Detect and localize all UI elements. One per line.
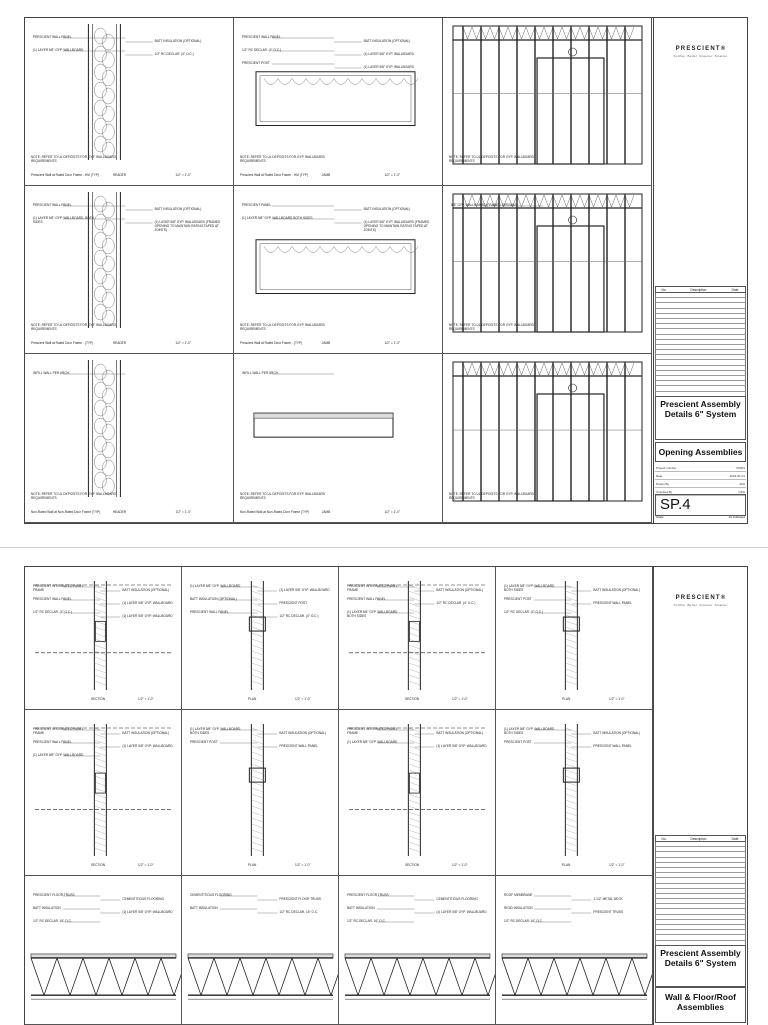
drawing-note: NOTE: REFER TO UL DEPOSITS FOR GYP. WALLBOARD REQUIREMENTS — [240, 323, 325, 331]
detail-cell — [182, 710, 339, 876]
detail-cell — [25, 876, 182, 1025]
sheet-meta — [655, 464, 746, 496]
sheet-number: SP.4 — [655, 494, 746, 516]
callout-label: PRESCIENT INTEGRATED PANEL FRAME — [33, 727, 84, 735]
callout-label: BATT INSULATION (OPTIONAL) — [279, 731, 327, 735]
drawing-sheet-wall-floor — [24, 566, 748, 1025]
rev-col-date: Date — [731, 287, 739, 292]
detail-cell — [234, 18, 443, 186]
view-scale: 1/2" = 1'-0" — [138, 697, 154, 701]
view-scale: 1/2" = 1'-0" — [452, 697, 468, 701]
brand-name: PRESCIENT® — [675, 595, 727, 601]
detail-cell — [496, 876, 653, 1025]
drawing-note: NOTE: REFER TO UL DEPOSITS FOR GYP. WALLBOARD REQUIREMENTS — [449, 492, 534, 500]
callout-label: PRESCIENT WALL PANEL — [33, 597, 72, 601]
view-name: HEADER — [112, 510, 127, 514]
callout-label: (1) LAYER 5/8" GYP. WALLBOARD BOTH SIDES — [504, 727, 555, 735]
sheet-subtitle: Wall & Floor/Roof Assemblies — [655, 987, 746, 1023]
callout-label: PRESCIENT INTEGRATED PANEL FRAME — [33, 584, 84, 592]
callout-label: (1) LAYER 5/8" GYP. WALLBOARD — [190, 584, 241, 588]
callout-label: (1) LAYER 5/8" GYP. WALLBOARD BOTH SIDES — [347, 610, 398, 618]
drawing-note: NOTE: REFER TO UL DEPOSITS FOR GYP. WALLBOARD REQUIREMENTS — [449, 323, 534, 331]
callout-label: BATT INSULATION (OPTIONAL) — [122, 588, 170, 592]
view-scale: 1/2" = 1'-0" — [452, 863, 468, 867]
callout-label: (1) LAYER 5/8" GYP. WALLBOARD — [347, 740, 398, 744]
rev-col-date: Date — [731, 836, 739, 841]
callout-label: PRESCIENT WALL PANEL — [190, 610, 229, 614]
view-name: HEADER — [112, 341, 127, 345]
callout-label: (1) LAYER 5/8" GYP. WALLBOARD — [122, 744, 173, 748]
view-name: SECTION — [404, 863, 420, 867]
title-block — [653, 18, 747, 523]
callout-label: CEMENTITIOUS FLOORING — [436, 897, 478, 901]
callout-label: CEMENTITIOUS FLOORING — [122, 897, 164, 901]
meta-row: Project number P0001 — [655, 464, 746, 472]
detail-cell — [443, 354, 652, 523]
callout-label: 1/2" RC DECLAR. (4" O.C.) — [504, 610, 544, 614]
callout-label: 1/2" RC DECLAR. (4" O.C.) — [436, 601, 476, 605]
callout-label: PRESCIENT POST — [504, 740, 532, 744]
detail-cell — [182, 567, 339, 710]
callout-label: (1) LAYER 5/8" GYP. WALLBOARD, BOTH SIDES — [33, 216, 94, 224]
brand-tagline: Further. Better. Greener. Smarter. — [673, 603, 729, 607]
revision-table — [655, 835, 746, 946]
callout-label: BATT INSULATION — [33, 906, 61, 910]
drawing-note: NOTE: REFER TO UL DEPOSITS FOR GYP. WALLBOARD REQUIREMENTS — [240, 155, 325, 163]
callout-label: BATT INSULATION (OPTIONAL) — [122, 731, 170, 735]
meta-row: Checked By GPH — [655, 488, 746, 496]
detail-cell — [339, 876, 496, 1025]
callout-label: BATT INSULATION (OPTIONAL) — [154, 207, 202, 211]
callout-label: INFILL WALL PER ARCH. — [242, 371, 279, 375]
callout-label: BATT INSULATION (OPTIONAL) — [154, 39, 202, 43]
detail-cell — [182, 876, 339, 1025]
callout-label: (1) LAYER 5/8" GYP. WALLBOARD — [279, 588, 330, 592]
drawing-caption: Non-Rated Wall at Non-Rated Door Frame (TYP) — [31, 510, 101, 514]
brand-logo — [654, 18, 748, 86]
callout-label: BATT INSULATION (OPTIONAL) — [593, 731, 641, 735]
callout-label: (1) LAYER 5/8" GYP. WALLBOARD BOTH SIDES — [242, 216, 313, 220]
meta-row: Drawn By JDH — [655, 480, 746, 488]
callout-label: BATT INSULATION (OPTIONAL) — [363, 39, 411, 43]
callout-label: 1/2" RC DECLAR. 16" O.C. — [347, 919, 386, 923]
detail-cell — [339, 567, 496, 710]
callout-label: BATT INSULATION (OPTIONAL) — [190, 597, 237, 601]
view-scale: 1/2" = 1'-0" — [384, 173, 401, 177]
callout-label: PRESCIENT WALL PANEL — [33, 740, 72, 744]
callout-label: PRESCIENT WALL PANEL — [593, 744, 632, 748]
callout-label: PRESCIENT WALL PANEL — [347, 597, 386, 601]
callout-label: (1) LAYER 5/8" GYP. WALLBOARD — [436, 744, 487, 748]
view-scale: 1/2" = 1'-0" — [609, 863, 625, 867]
drawing-note: NOTE: REFER TO UL DEPOSITS FOR GYP. WALLBOARD REQUIREMENTS — [31, 492, 116, 500]
detail-cell — [25, 710, 182, 876]
drawing-sheet-sp4 — [24, 17, 748, 524]
callout-label: PRESCIENT FLOOR TRUSS — [33, 893, 75, 897]
drawing-caption: Non-Rated Wall at Non-Rated Door Frame (TYP) — [240, 510, 310, 514]
callout-label: 1/2" RC DECLAR. 16" O.C. — [504, 919, 543, 923]
sheet-separator — [0, 547, 768, 548]
revision-header — [655, 286, 746, 293]
callout-label: PRESCIENT WALL PANEL — [279, 744, 318, 748]
view-scale: 1/2" = 1'-0" — [175, 510, 192, 514]
callout-label: (1) LAYER 5/8" GYP. WALLBOARD — [122, 614, 173, 618]
callout-label: (1) LAYER 5/8" GYP. WALLBOARD — [33, 753, 84, 757]
callout-label: RIGID INSULATION — [504, 906, 533, 910]
callout-label: PRESCIENT PANEL — [242, 203, 272, 207]
drawing-note: NOTE: REFER TO UL DEPOSITS FOR GYP. WALLBOARD REQUIREMENTS — [240, 492, 325, 500]
view-name: HEADER — [112, 173, 127, 177]
callout-label: PRESCIENT POST — [242, 61, 270, 65]
callout-label: PRESCIENT WALL PANEL — [242, 35, 281, 39]
callout-label: (1) LAYER 5/8" GYP. WALLBOARD — [122, 601, 173, 605]
revision-table — [655, 286, 746, 397]
title-block — [653, 567, 747, 1025]
sheet-scale: Scale As indicated — [656, 515, 745, 519]
view-scale: 1/2" = 1'-0" — [384, 341, 401, 345]
brand-name: PRESCIENT® — [675, 46, 727, 52]
detail-cell — [234, 354, 443, 523]
callout-label: PRESCIENT INTEGRATED PANEL FRAME — [347, 727, 398, 735]
detail-cell — [443, 186, 652, 354]
revision-rows — [655, 842, 746, 946]
callout-label: (1) LAYER 5/8" GYP. WALLBOARD BOTH SIDES — [504, 584, 555, 592]
view-scale: 1/2" = 1'-0" — [175, 341, 192, 345]
rev-col-no: No. — [661, 836, 667, 841]
callout-label: PRESCIENT WALL PANEL — [593, 601, 632, 605]
callout-label: BATT INSULATION (OPTIONAL) — [363, 207, 411, 211]
callout-label: PRESCIENT POST — [190, 740, 218, 744]
detail-cell — [234, 186, 443, 354]
rev-col-description: Description — [690, 836, 707, 841]
brand-logo — [654, 567, 748, 635]
view-name: PLAN — [247, 863, 257, 867]
callout-label: INFILL WALL PER ARCH. — [33, 371, 70, 375]
callout-label: 1/2" RC DECLAR. (4" O.C.) — [279, 614, 319, 618]
callout-label: (1) LAYER 5/8" GYP. WALLBOARD — [363, 65, 414, 69]
callout-label: 1/2" RC DECLAR. (4" O.C.) — [33, 610, 73, 614]
callout-label: PRESCIENT WALL PANEL — [33, 35, 72, 39]
callout-label: (1) LAYER 5/8" GYP. WALLBOARD — [33, 48, 84, 52]
view-scale: 1/2" = 1'-0" — [175, 173, 192, 177]
callout-label: PRESCIENT POST — [504, 597, 532, 601]
callout-label: (1) LAYER 5/8" GYP. WALLBOARD (FRAMED OPENING TO MAINTAIN RATING TAPED AT JOINTS) — [363, 220, 430, 232]
callout-label: PRESCIENT FLOOR TRUSS — [347, 893, 389, 897]
revision-header — [655, 835, 746, 842]
callout-label: 1/2" RC DECLAR. 16" O.C. — [279, 910, 319, 914]
view-scale: 1/2" = 1'-0" — [609, 697, 625, 701]
callout-label: 1/2" RC DECLAR. 16" O.C. — [33, 919, 72, 923]
callout-label: (1) LAYER 5/8" GYP. WALLBOARD — [122, 910, 173, 914]
view-name: JAMB — [321, 341, 331, 345]
callout-label: PRESCIENT POST — [279, 601, 308, 605]
view-scale: 1/2" = 1'-0" — [295, 863, 311, 867]
detail-cell — [25, 186, 234, 354]
view-name: SECTION — [90, 863, 106, 867]
drawing-note: NOTE: REFER TO UL DEPOSITS FOR GYP. WALLBOARD REQUIREMENTS — [449, 155, 534, 163]
callout-label: 1/2" RC DECLAR. (4" O.C.) — [242, 48, 282, 52]
rev-col-no: No. — [661, 287, 667, 292]
drawing-note: NOTE: REFER TO UL DEPOSITS FOR GYP. WALLBOARD REQUIREMENTS — [31, 323, 116, 331]
revision-rows — [655, 293, 746, 397]
brand-tagline: Further. Better. Greener. Smarter. — [673, 54, 729, 58]
callout-label: ROOF MEMBRANE — [504, 893, 533, 897]
detail-cell — [496, 567, 653, 710]
view-scale: 1/2" = 1'-0" — [295, 697, 311, 701]
callout-label: BATT INSULATION — [190, 906, 218, 910]
drawing-note: NOTE: REFER TO UL DEPOSITS FOR GYP. WALLBOARD REQUIREMENTS — [31, 155, 116, 163]
view-name: JAMB — [321, 173, 331, 177]
callout-label: (1) LAYER 5/8" GYP. WALLBOARD BOTH SIDES — [190, 727, 241, 735]
callout-label: CEMENTITIOUS FLOORING — [190, 893, 232, 897]
callout-label: (1) LAYER 5/8" GYP. WALLBOARD (FRAMED OPENING TO MAINTAIN RATING TAPED AT JOINTS) — [154, 220, 221, 232]
callout-label: (1) LAYER 5/8" GYP. WALLBOARD — [436, 910, 487, 914]
callout-label: BATT INSULATION — [347, 906, 375, 910]
view-name: PLAN — [247, 697, 257, 701]
detail-cell — [25, 567, 182, 710]
detail-cell — [496, 710, 653, 876]
drawing-caption: Prescient Wall at Rated Door Frame - HM (TYP) — [31, 173, 100, 177]
callout-label: BATT INSULATION (OPTIONAL) — [436, 731, 484, 735]
rev-col-description: Description — [690, 287, 707, 292]
sheet-title: Prescient Assembly Details 6" System — [655, 396, 746, 440]
callout-label: BATT INSULATION (OPTIONAL) — [436, 588, 484, 592]
view-name: PLAN — [561, 697, 571, 701]
callout-label: PRESCIENT INTEGRATED PANEL FRAME — [347, 584, 398, 592]
view-name: SECTION — [404, 697, 420, 701]
callout-label: 1-1/2" METAL DECK — [593, 897, 623, 901]
callout-label: 1/2" RC DECLAR. (4" O.C.) — [154, 52, 194, 56]
detail-cell — [25, 18, 234, 186]
view-scale: 1/2" = 1'-0" — [138, 863, 154, 867]
callout-label: PRESCIENT WALL PANEL — [33, 203, 72, 207]
view-name: PLAN — [561, 863, 571, 867]
meta-row: Date 2015-01-01 — [655, 472, 746, 480]
sheet-subtitle: Opening Assemblies — [655, 442, 746, 462]
callout-label: BATT INSULATION (OPTIONAL) — [593, 588, 641, 592]
detail-cell — [339, 710, 496, 876]
detail-drawing — [496, 876, 653, 1025]
drawing-caption: Prescient Wall at Rated Door Frame - (TYP) — [31, 341, 94, 345]
detail-cell — [443, 18, 652, 186]
callout-label: PRESCIENT FLOOR TRUSS — [279, 897, 322, 901]
view-scale: 1/2" = 1'-0" — [384, 510, 401, 514]
drawing-caption: Prescient Wall at Rated Door Frame - HM (TYP) — [240, 173, 309, 177]
callout-label: PRESCIENT TRUSS — [593, 910, 624, 914]
callout-label: (1) LAYER 5/8" GYP. WALLBOARD — [363, 52, 414, 56]
view-name: JAMB — [321, 510, 331, 514]
drawing-caption: Prescient Wall at Rated Door Frame - (TYP) — [240, 341, 303, 345]
detail-cell — [25, 354, 234, 523]
sheet-title: Prescient Assembly Details 6" System — [655, 945, 746, 987]
view-name: SECTION — [90, 697, 106, 701]
callout-label: 5/8" GYP. WALLBOARD (FRAMED OPENING) — [451, 203, 518, 207]
